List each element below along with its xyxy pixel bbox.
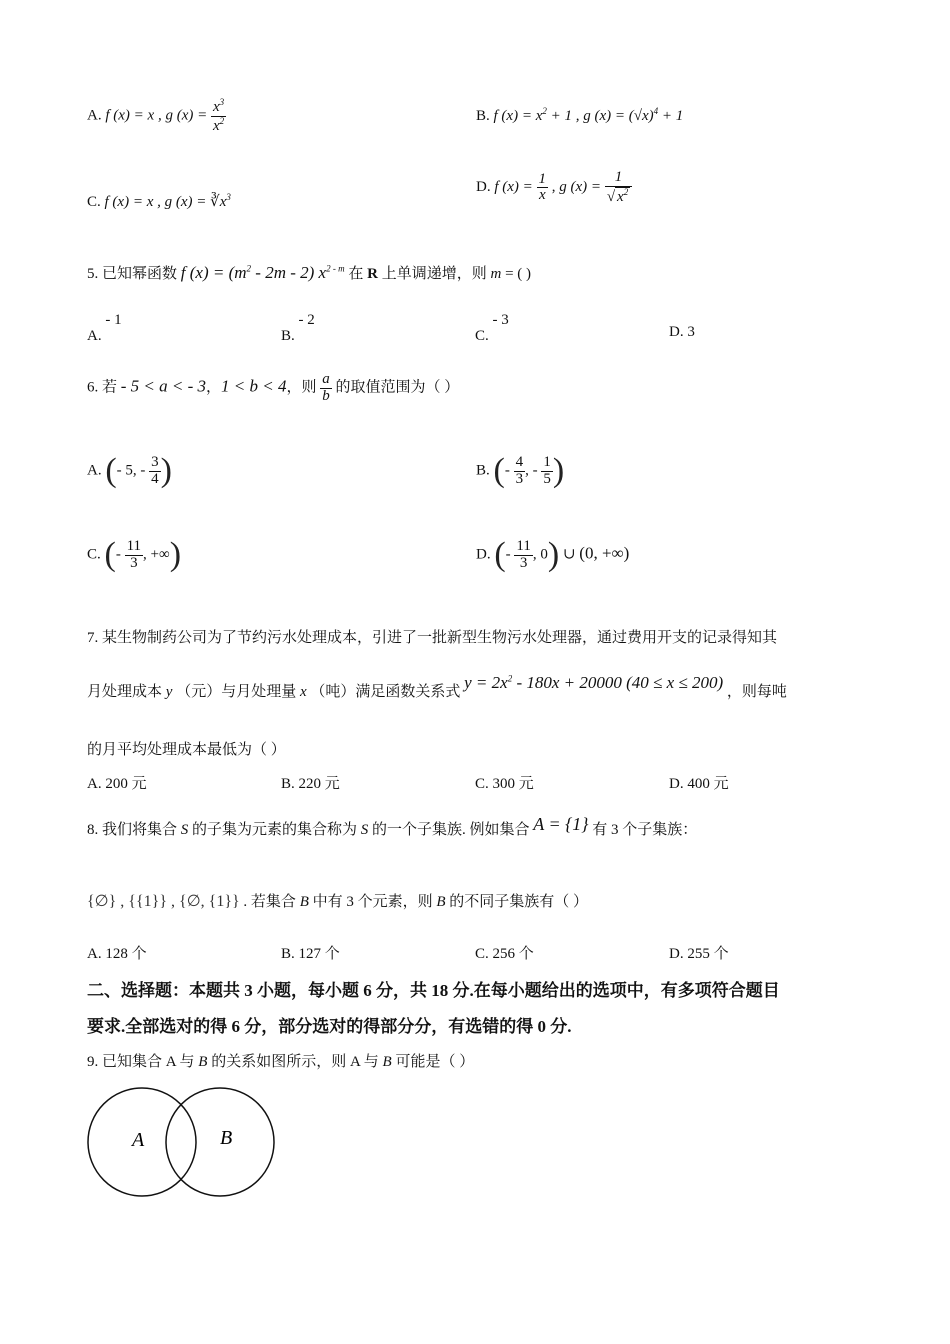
formula-f: f (x) = x , (104, 194, 161, 210)
q5-option-d[interactable]: D. 3 (669, 324, 695, 340)
q7-line3: 的月平均处理成本最低为（ ） (87, 742, 286, 758)
fraction: $\frac{1}{√ x^2}$ (605, 170, 632, 206)
q4-option-c[interactable] (87, 192, 231, 211)
q7-option-c[interactable]: C. 300 元 (475, 776, 534, 792)
q8-line2: {∅} , {{1}} , {∅, {1}} . 若集合 B 中有 3 个元素，则 B 的不同子集族有（ ） (87, 893, 589, 910)
q4-option-a[interactable] (87, 98, 226, 135)
q6-option-b[interactable]: B. (- $\frac{4}{3}$ , - $\frac{1}{5}$ ) (476, 452, 565, 489)
q6-stem: 6. 若 - 5 < a < - 3，1 < b < 4，则 $\frac{a}{b}$ 的取值范围为（ ） (87, 371, 460, 404)
q5-formula: f $(x) = (m^2 - 2m - 2)$ $x^{2 - m}$ (180, 263, 345, 282)
section-heading-cont: 要求.全部选对的得 6 分，部分选对的得部分分，有选错的得 0 分. (87, 1017, 572, 1036)
venn-label-b: B (220, 1127, 233, 1149)
q8-option-c[interactable]: C. 256 个 (475, 946, 534, 962)
q7-line1: 7. 某生物制药公司为了节约污水处理成本，引进了一批新型生物污水处理器，通过费用开支的记录得知其 (87, 630, 778, 646)
q7-formula: $y = 2x^2 - 180x + 20000$ (40 ≤ x ≤ 200) (464, 673, 724, 692)
option-label: B. (476, 108, 490, 124)
formula-g-lhs: g (x) = (165, 107, 208, 124)
q4-option-d[interactable]: D. f (x) = $\frac{1}{x}$ , g (x) = $\frac{1}{√ x^2}$ (476, 170, 632, 206)
formula-g-lhs: g (x) = (559, 179, 602, 196)
q7-line2: 月处理成本 y （元）与月处理量 x （吨）满足函数关系式 $y = 2x^2 - 180x + 20000$ (40 ≤ x ≤ 200) ，则每吨 (87, 673, 787, 700)
q9-stem: 9. 已知集合 A 与 B 的关系如图所示，则 A 与 B 可能是（ ） (87, 1054, 475, 1070)
fraction: $\frac{x^3}{x^2}$ (212, 97, 225, 134)
formula-f: f $(x) = x^2 + 1$ , (493, 106, 580, 124)
option-label: A. (87, 107, 102, 124)
q7-option-b[interactable]: B. 220 元 (281, 776, 340, 792)
q7-option-d[interactable]: D. 400 元 (669, 776, 729, 792)
q6-option-d[interactable]: D. (- $\frac{11}{3}$ , 0) ∪ (0, +∞) (476, 536, 630, 573)
q4-option-b[interactable] (476, 106, 683, 125)
q8-line1: 8. 我们将集合 S 的子集为元素的集合称为 S 的一个子集族. 例如集合 A = {1} 有 3 个子集族： (87, 814, 698, 838)
formula-f: f (x) = x , (105, 107, 162, 124)
q6-option-c[interactable]: C. (- $\frac{11}{3}$ , +∞) (87, 536, 182, 573)
venn-diagram (80, 1086, 285, 1202)
q8-option-d[interactable]: D. 255 个 (669, 946, 729, 962)
section-heading: 二、选择题：本题共 3 小题，每小题 6 分，共 18 分.在每小题给出的选项中，有多项符合题目 (87, 981, 780, 1000)
q8-families: {∅} , {{1}} , {∅, {1}} (87, 893, 240, 910)
q5-option-c[interactable]: C. $^{- 3}$ (475, 312, 509, 344)
q7-option-a[interactable]: A. 200 元 (87, 776, 147, 792)
venn-label-a: A (132, 1129, 145, 1151)
q8-option-a[interactable]: A. 128 个 (87, 946, 147, 962)
formula-g: g $(x) = ∛x^3$ (164, 192, 231, 210)
q6-option-a[interactable]: A. (- 5, - $\frac{3}{4}$ ) (87, 452, 172, 489)
option-label: D. (476, 179, 491, 196)
q8-option-b[interactable]: B. 127 个 (281, 946, 340, 962)
formula-g: g $(x) = (√x)^4 + 1$ (583, 106, 684, 124)
formula-f-lhs: f (x) = (494, 179, 533, 196)
q5-stem: 5. 已知幂函数 f $(x) = (m^2 - 2m - 2)$ $x^{2 - m}$ 在 R 上单调递增，则 m = ( ) (87, 263, 532, 282)
fraction: $\frac{1}{x}$ (538, 170, 547, 204)
option-label: C. (87, 194, 101, 210)
q5-option-a[interactable]: A. $^{- 1}$ (87, 312, 122, 344)
q5-option-b[interactable]: B. $^{- 2}$ (281, 312, 315, 344)
